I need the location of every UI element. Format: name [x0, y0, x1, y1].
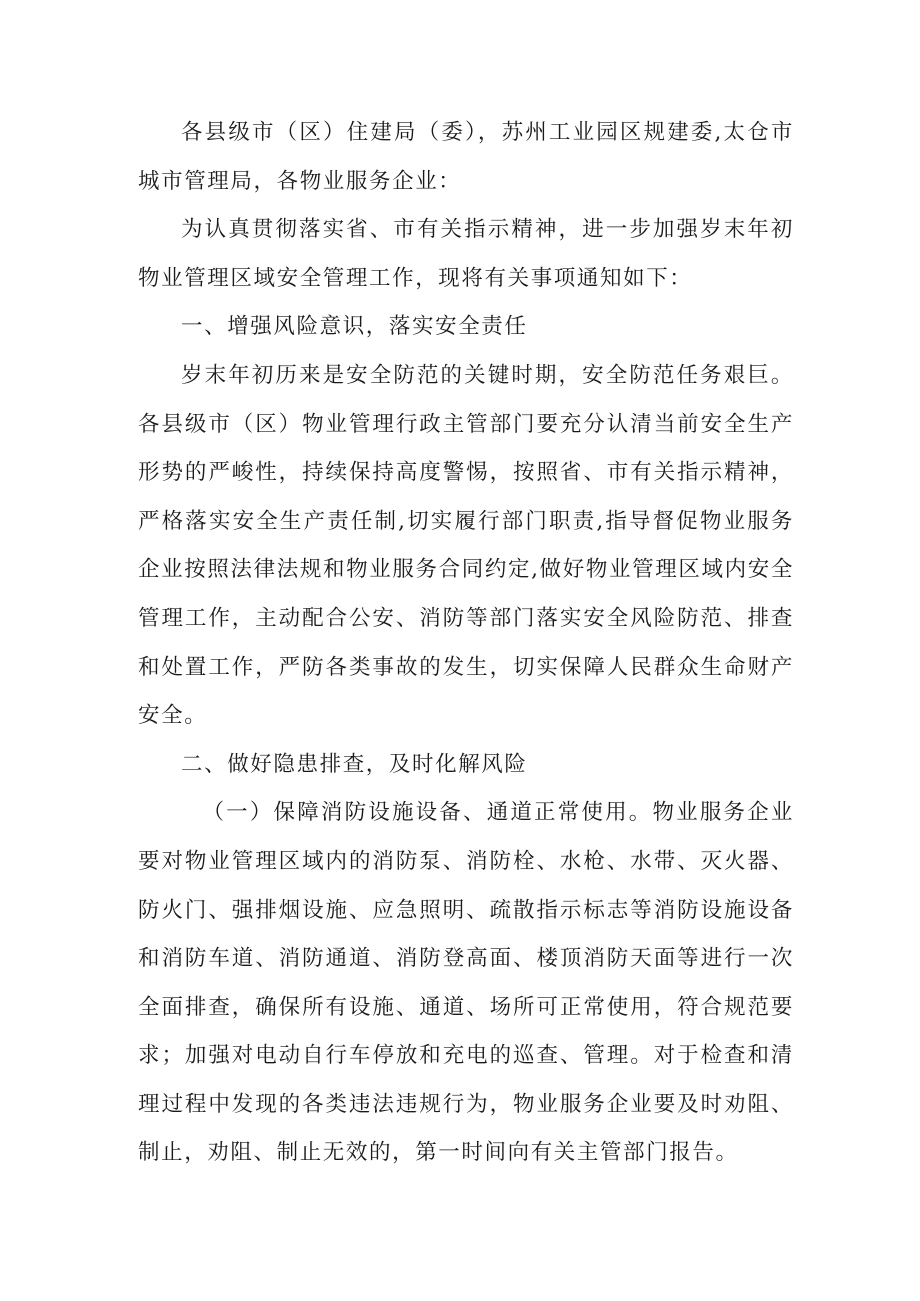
salutation-paragraph: 各县级市（区）住建局（委），苏州工业园区规建委,太仓市城市管理局，各物业服务企业： — [138, 120, 794, 194]
subsection-1-paragraph: （一）保障消防设施设备、通道正常使用。物业服务企业要对物业管理区域内的消防泵、消防栓、水枪、水带、灭火器、防火门、强排烟设施、应急照明、疏散指示标志等消防设施设备和消防车道、消防通道、消防登高面、楼顶消防天面等进行一次全面排查，确保所有设施、通道、场所可正常使用，符合规范要求；加强对电动自行车停放和充电的巡查、管理。对于检查和清理过程中发现的各类违法违规行为，物业服务企业要及时劝阻、制止，劝阻、制止无效的，第一时间向有关主管部门报告。 — [138, 800, 794, 1166]
document-body — [138, 109, 794, 1178]
intro-paragraph: 为认真贯彻落实省、市有关指示精神，进一步加强岁末年初物业管理区域安全管理工作，现将有关事项通知如下： — [138, 217, 794, 291]
section-1-paragraph: 岁末年初历来是安全防范的关键时期，安全防范任务艰巨。各县级市（区）物业管理行政主管部门要充分认清当前安全生产形势的严峻性，持续保持高度警惕，按照省、市有关指示精神，严格落实安全生产责任制,切实履行部门职责,指导督促物业服务企业按照法律法规和物业服务合同约定,做好物业管理区域内安全管理工作，主动配合公安、消防等部门落实安全风险防范、排查和处置工作，严防各类事故的发生，切实保障人民群众生命财产安全。 — [138, 362, 794, 729]
section-heading-2: 二、做好隐患排查，及时化解风险 — [181, 751, 528, 777]
section-heading-1: 一、增强风险意识，落实安全责任 — [181, 314, 528, 340]
